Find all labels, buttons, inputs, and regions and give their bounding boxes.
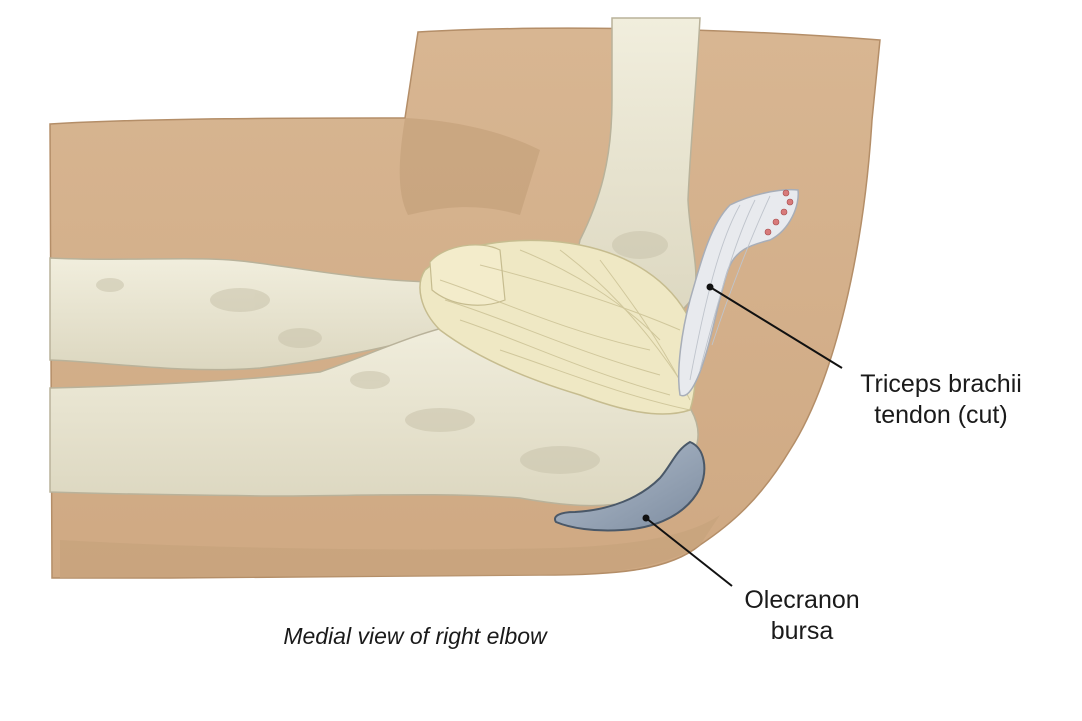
bursa-leader-dot: [643, 515, 650, 522]
triceps-label-line2: tendon (cut): [874, 401, 1008, 429]
bursa-label-line2: bursa: [770, 617, 834, 645]
olecranon-bursa-label: [728, 585, 876, 647]
figure-caption: Medial view of right elbow: [283, 623, 547, 649]
triceps-label-line1: Triceps brachii: [860, 370, 1022, 398]
triceps-tendon-label: [842, 369, 1040, 431]
triceps-leader-dot: [707, 284, 714, 291]
bursa-label-line1: Olecranon: [744, 586, 860, 614]
